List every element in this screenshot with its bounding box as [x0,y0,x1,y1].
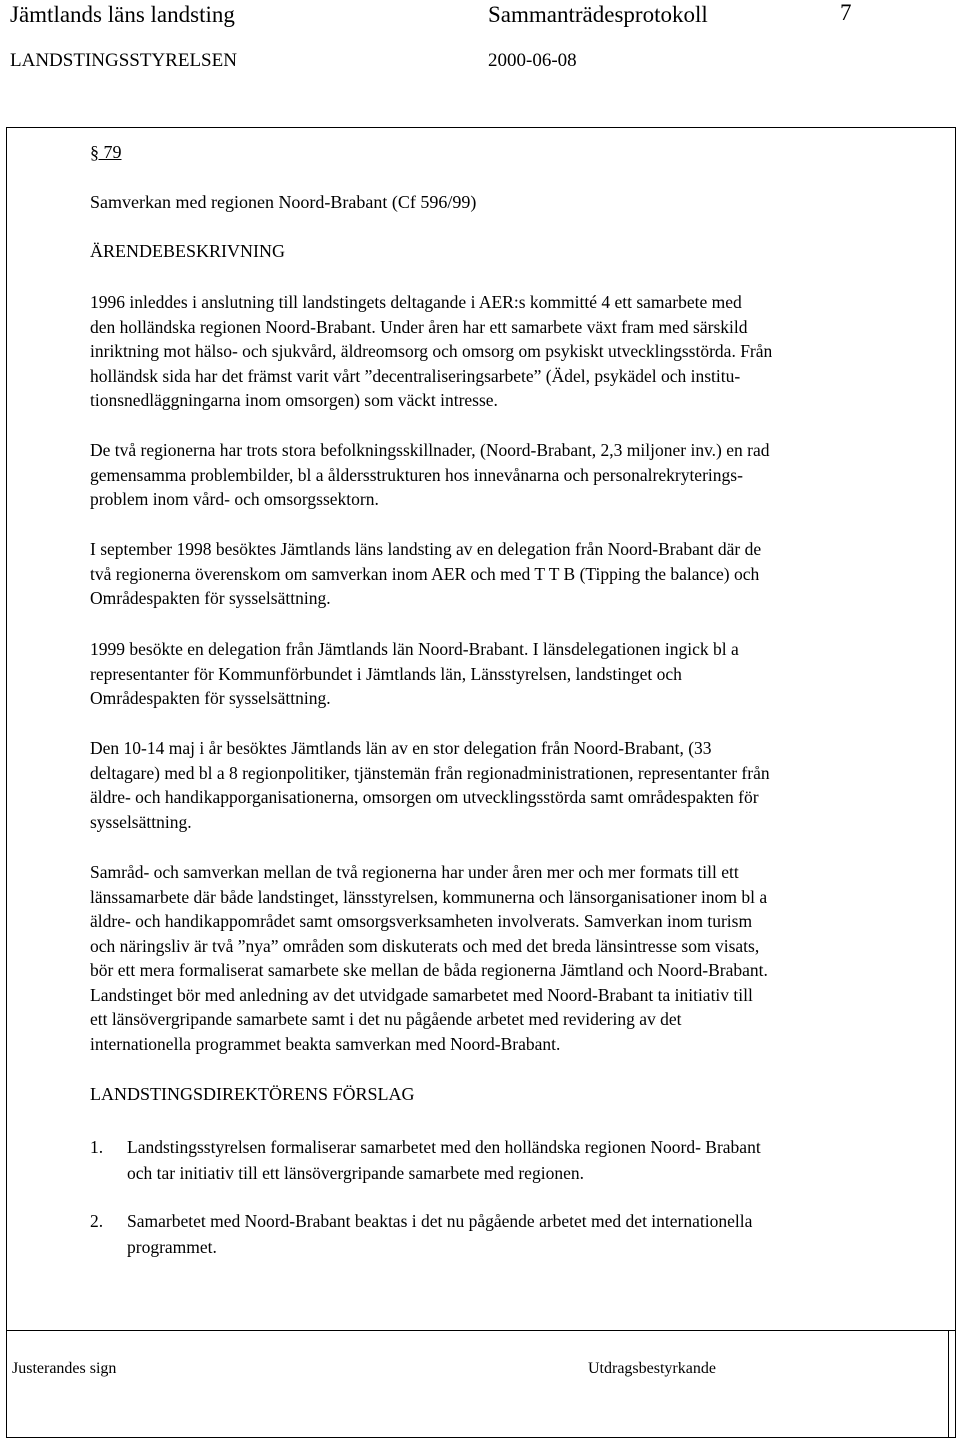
paragraph-line: två regionerna överenskom om samverkan inom AER och med T T B (Tipping the balance) och [90,563,760,584]
adjuster-signature-label: Justerandes sign [12,1360,117,1377]
paragraph-5 [90,736,920,834]
proposal-item-line: programmet. [127,1237,217,1257]
board-name: LANDSTINGSSTYRELSEN [10,50,237,71]
paragraph-line: Samråd- och samverkan mellan de två regionerna har under åren mer och mer formats till ett [90,862,739,882]
paragraph-1 [90,290,920,413]
proposal-item-line: och tar initiativ till ett länsövergripande samarbete med regionen. [127,1163,584,1183]
paragraph-number [90,142,122,163]
paragraph-line: ett länsövergripande samarbete samt i det nu pågående arbetet med revidering av det [90,1009,682,1029]
paragraph-line: 1999 besökte en delegation från Jämtlands län Noord-Brabant. I länsdelegationen ingick bl a [90,639,739,659]
paragraph-line: länssamarbete där både landstinget, länsstyrelsen, kommunerna och länsorganisationer inom bl a [90,886,768,907]
paragraph-line: Den 10-14 maj i år besöktes Jämtlands län av en stor delegation från Noord-Brabant, (33 [90,738,712,758]
paragraph-sign: § [90,142,99,162]
document-type: Sammanträdesprotokoll [488,2,708,27]
paragraph-line: Landstinget bör med anledning av det utvidgade samarbetet med Noord-Brabant ta initiativ till [90,984,753,1005]
proposal-heading: LANDSTINGSDIREKTÖRENS FÖRSLAG [90,1084,415,1104]
paragraph-line: gemensamma problembilder, bl a åldersstrukturen hos innevånarna och personalrekryterings- [90,464,743,485]
paragraph-line: äldre- och handikappområdet samt omsorgsverksamheten involverats. Samverkan inom turism [90,911,753,931]
paragraph-line: problem inom vård- och omsorgssektorn. [90,489,379,509]
paragraph-4 [90,637,920,711]
paragraph-number-value: 79 [99,142,122,162]
paragraph-line: den holländska regionen Noord-Brabant. Under åren har ett samarbete växt fram med särskild [90,316,748,337]
paragraph-line: I september 1998 besöktes Jämtlands läns landsting av en delegation från Noord-Brabant där de [90,539,762,559]
paragraph-line: 1996 inleddes i anslutning till landstingets deltagande i AER:s kommitté 4 ett samarbete med [90,292,742,312]
paragraph-line: sysselsättning. [90,811,192,832]
proposal-item-line: Samarbetet med Noord-Brabant beaktas i det nu pågående arbetet med det internationella [127,1211,753,1231]
paragraph-line: bör ett mera formaliserat samarbete ske mellan de båda regionerna Jämtland och Noord-Brabant. [90,960,768,980]
extract-certification-label: Utdragsbestyrkande [588,1360,716,1377]
footer-divider [948,1330,949,1438]
footer-separator [6,1330,956,1331]
paragraph-line: och näringsliv är två ”nya” områden som diskuterats och med det breda länsintresse som visats, [90,935,760,956]
paragraph-line: internationella programmet beakta samverkan med Noord-Brabant. [90,1033,561,1054]
page-number: 7 [840,0,852,25]
paragraph-line: Områdespakten för sysselsättning. [90,588,331,608]
proposal-item-line: Landstingsstyrelsen formaliserar samarbetet med den holländska regionen Noord- Brabant [127,1137,761,1157]
paragraph-line: holländsk sida har det främst varit vårt ”decentraliseringsarbete” (Ädel, psykädel och institu- [90,365,741,386]
paragraph-line: äldre- och handikapporganisationerna, omsorgen om utvecklingsstörda samt områdespakten för [90,787,759,807]
case-title: Samverkan med regionen Noord-Brabant (Cf 596/99) [90,192,477,212]
paragraph-2 [90,438,920,512]
paragraph-line: tionsnedläggningarna inom omsorgen) som väckt intresse. [90,390,498,410]
case-description-heading: ÄRENDEBESKRIVNING [90,241,285,261]
paragraph-line: representanter för Kommunförbundet i Jämtlands län, Länsstyrelsen, landstinget och [90,663,682,684]
meeting-date: 2000-06-08 [488,50,577,71]
paragraph-line: deltagare) med bl a 8 regionpolitiker, tjänstemän från regionadministrationen, representanter från [90,762,770,783]
paragraph-line: inriktning mot hälso- och sjukvård, äldreomsorg och omsorg om psykiskt utvecklingsstörda. Från [90,341,773,361]
paragraph-line: Områdespakten för sysselsättning. [90,688,331,708]
paragraph-3 [90,537,920,611]
proposal-item-number: 1. [90,1137,104,1157]
proposal-item-number: 2. [90,1211,104,1231]
org-name: Jämtlands läns landsting [10,2,235,27]
paragraph-6 [90,860,920,1056]
paragraph-line: De två regionerna har trots stora befolkningsskillnader, (Noord-Brabant, 2,3 miljoner inv.) en rad [90,440,770,460]
